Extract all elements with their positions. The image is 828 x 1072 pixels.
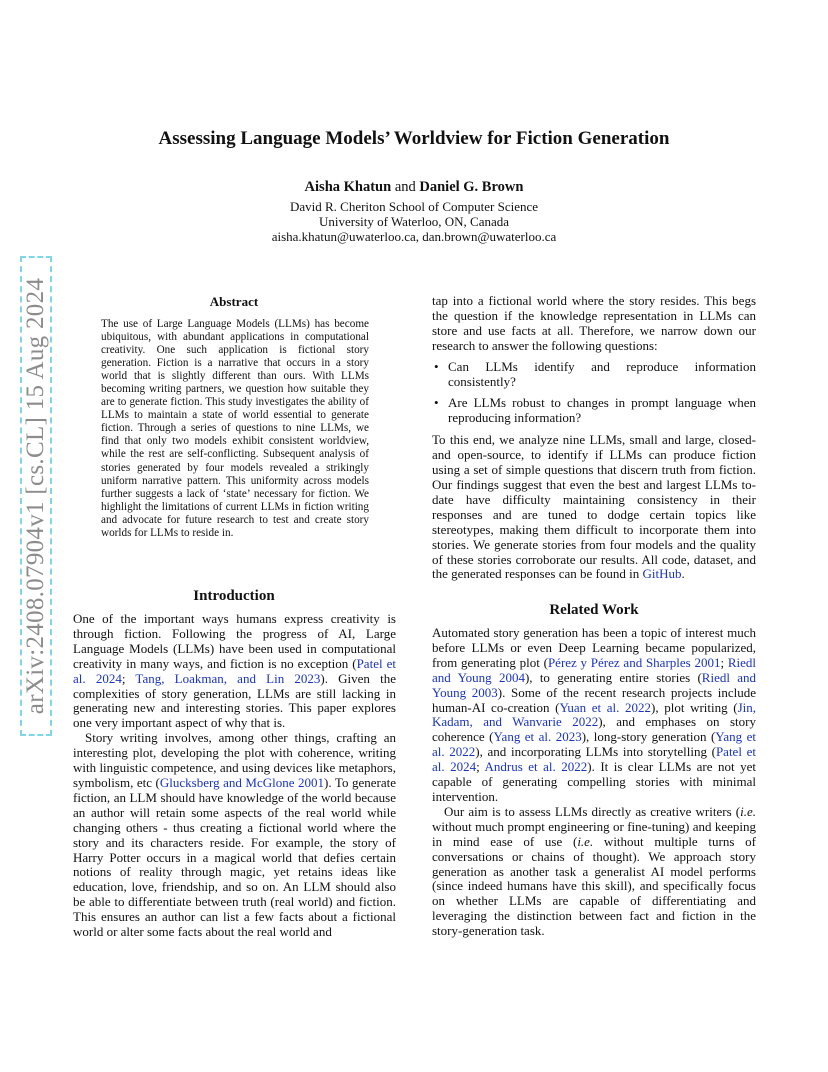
author-line — [0, 179, 828, 196]
citation-link[interactable]: Pérez y Pérez and Sharples 2001 — [547, 654, 721, 670]
research-questions — [432, 360, 756, 427]
citation-link[interactable]: Yang et al. 2023 — [493, 729, 582, 745]
citation-link[interactable]: Glucksberg and McGlone 2001 — [159, 774, 325, 790]
citation-link[interactable]: Jin, Kadam, and Wanvarie 2022 — [432, 699, 756, 730]
abstract-heading: Abstract — [209, 294, 259, 309]
affiliation-university: University of Waterloo, ON, Canada — [318, 214, 510, 229]
list-item: • Can LLMs identify and reproduce information consistently? — [446, 360, 756, 390]
author-2: Daniel G. Brown — [419, 179, 524, 195]
citation-link[interactable]: Yuan et al. 2022 — [559, 699, 652, 715]
citation-link[interactable]: Riedl and Young 2003 — [432, 669, 757, 700]
citation-link[interactable]: Tang, Loakman, and Lin 2023 — [135, 670, 321, 686]
introduction-heading: Introduction — [193, 588, 275, 604]
related-paragraph-1: Automated story generation has been a topic of interest much before LLMs or even Deep Learning became popularized, from generating plot (Pérez y Pérez and Sharples 2001; Riedl and Young 2004), to generating entire stories (Riedl and Young 2003). Some of the recent research projects include human-AI co-creation (Yuan et al. 2022), plot writing (Jin, Kadam, and Wanvarie 2022), and emphases on story coherence (Yang et al. 2023), long-story generation (Yang et al. 2022), and incorporating LLMs into storytelling (Patel et al. 2024; Andrus et al. 2022). It is clear LLMs are not yet capable of generating compelling stories with minimal intervention. — [432, 625, 757, 804]
author-and: and — [394, 179, 416, 195]
citation-link[interactable]: Andrus et al. 2022 — [484, 759, 588, 775]
related-paragraph-2: Our aim is to assess LLMs directly as creative writers (i.e. without much prompt engineering or fine-tuning) and keeping in mind ease of use (i.e. without multiple turns of conversations or chains of thought). We approach story generation as another task a generalist AI model performs (since indeed humans have this skill), and specifically focus on whether LLMs are capable of differentiating and leveraging the distinction between fact and fiction in the story-generation task. — [432, 803, 756, 939]
left-column — [73, 612, 396, 940]
citation-link[interactable]: Patel et al. 2024 — [73, 655, 396, 686]
affiliation-school: David R. Cheriton School of Computer Science — [289, 199, 539, 214]
intro-paragraph-4: To this end, we analyze nine LLMs, small and large, closed- and open-source, to identify if LLMs can produce fiction using a set of simple questions that discern truth from fiction. Our findings suggest that even the best and largest LLMs to-date have difficulty maintaining consistency in their responses and are tuned to dodge certain topics like stereotypes, making them difficult to incorporate them into stories. We generate stories from four models and the quality of these stories corroborate our results. All code, dataset, and the generated responses can be found in GitHub. — [432, 432, 756, 582]
abstract-text: The use of Large Language Models (LLMs) has become ubiquitous, with abundant applications in computational creativity. One such application is fictional story generation. Fiction is a narrative that occurs in a story world that is slightly different than ours. With LLMs becoming writing partners, we question how suitable they are to generate fiction. This study investigates the ability of LLMs to maintain a state of world essential to generate fiction. Through a series of questions to nine LLMs, we find that only two models exhibit consistent worldview, while the rest are self-conflicting. Subsequent analysis of stories generated by four models revealed a strikingly uniform narrative pattern. This uniformity across models further suggests a lack of ‘state’ necessary for fiction. We highlight the limitations of current LLMs in fiction writing and advocate for future research to test and create story worlds for LLMs to reside in. — [101, 318, 369, 539]
intro-paragraph-3: tap into a fictional world where the story resides. This begs the question if the knowledge representation in LLMs can store and use facts at all. Therefore, we narrow down our research to answer the following questions: — [432, 293, 756, 353]
arxiv-stamp — [20, 256, 52, 736]
related-work-heading: Related Work — [549, 602, 639, 618]
intro-paragraph-2: Story writing involves, among other things, crafting an interesting plot, developing the plot with coherence, writing with linguistic competence, and using devices like metaphors, symbolism, etc (Glucksberg and McGlone 2001). To generate fiction, an LLM should have knowledge of the world because an author will retain some aspects of the real world while changing others - thus creating a fictional world where the story and its characters reside. For example, the story of Harry Potter occurs in a magical world that defies certain notions of reality through magic, yet retains ideas like education, love, friendship, and so on. An LLM should also be able to differentiate between truth (real world) and fiction. This ensures an author can list a few facts about a fictional world or alter some facts about the real world and — [73, 730, 397, 940]
intro-paragraph-1: One of the important ways humans express creativity is through fiction. Following the progress of AI, Large Language Models (LLMs) have been used in computational creativity in many ways, and fiction is no exception (Patel et al. 2024; Tang, Loakman, and Lin 2023). Given the complexities of story generation, LLMs are still lacking in generating new and interesting stories. This paper explores one very important aspect of why that is. — [73, 611, 397, 731]
citation-link[interactable]: Riedl and Young 2004 — [432, 654, 757, 685]
affiliation-emails: aisha.khatun@uwaterloo.ca, dan.brown@uwaterloo.ca — [271, 229, 557, 244]
right-column-bottom — [432, 626, 756, 939]
citation-link[interactable]: Yang et al. 2022 — [432, 729, 756, 760]
paper-title: Assessing Language Models’ Worldview for Fiction Generation — [158, 128, 670, 149]
author-1: Aisha Khatun — [304, 179, 392, 195]
list-item: • Are LLMs robust to changes in prompt language when reproducing information? — [446, 396, 756, 426]
right-column-top — [432, 294, 756, 582]
citation-link[interactable]: Patel et al. 2024 — [432, 744, 756, 775]
arxiv-id: arXiv:2408.07904v1 [cs.CL] 15 Aug 2024 — [22, 277, 49, 715]
github-link[interactable]: GitHub — [642, 566, 682, 582]
